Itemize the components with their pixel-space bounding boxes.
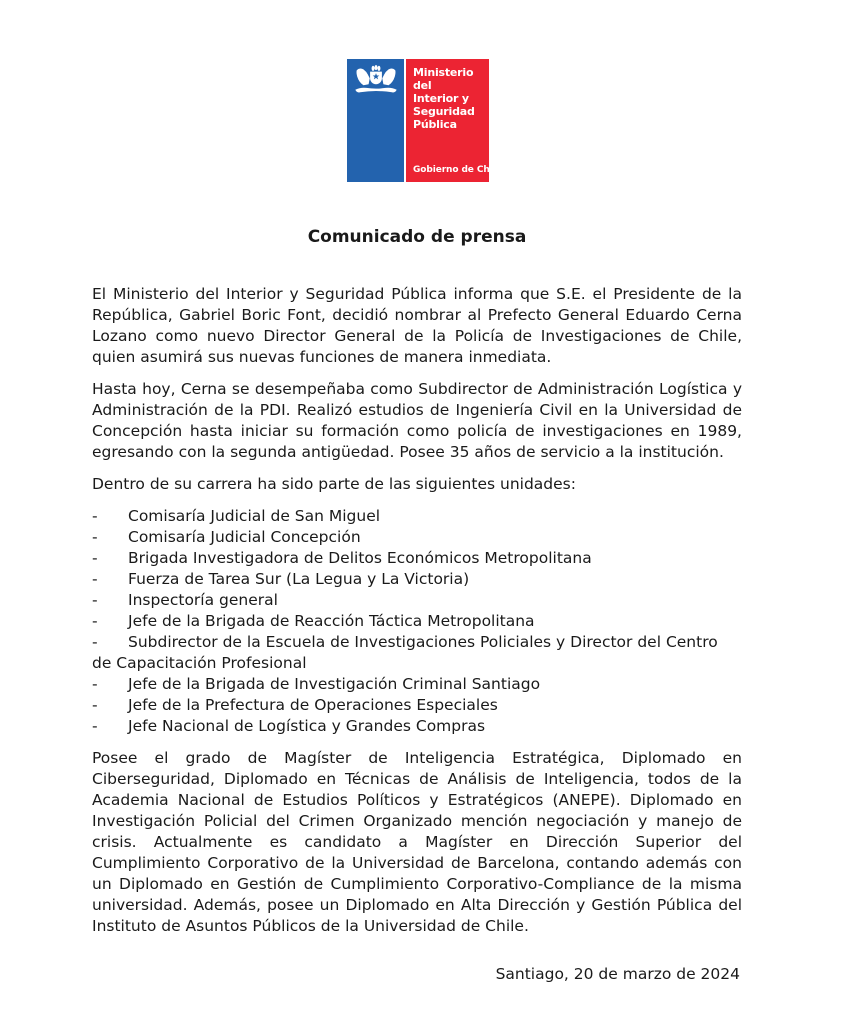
unit-text: Jefe de la Prefectura de Operaciones Especiales bbox=[128, 696, 498, 714]
ministry-name-line: Pública bbox=[413, 118, 457, 131]
ministry-name-line: Interior y bbox=[413, 92, 469, 105]
list-marker: - bbox=[92, 591, 98, 609]
list-marker: - bbox=[92, 528, 98, 546]
chile-coat-of-arms-icon bbox=[352, 65, 400, 100]
ministry-name-line: Seguridad bbox=[413, 105, 475, 118]
unit-text: Jefe Nacional de Logística y Grandes Compras bbox=[128, 717, 486, 735]
list-item bbox=[92, 590, 742, 611]
list-marker: - bbox=[92, 675, 98, 693]
list-item bbox=[92, 569, 742, 590]
unit-text: Jefe de la Brigada de Reacción Táctica Metropolitana bbox=[128, 612, 535, 630]
dateline: Santiago, 20 de marzo de 2024 bbox=[495, 965, 740, 983]
paragraph-units-intro: Dentro de su carrera ha sido parte de las siguientes unidades: bbox=[92, 475, 576, 493]
ministry-name-line: Ministerio del bbox=[413, 66, 474, 92]
list-marker: - bbox=[92, 549, 98, 567]
logo-blue-panel bbox=[347, 59, 404, 182]
logo-red-panel bbox=[406, 59, 502, 182]
list-marker: - bbox=[92, 633, 98, 651]
list-item bbox=[92, 674, 742, 695]
unit-text: Comisaría Judicial Concepción bbox=[128, 528, 361, 546]
unit-text: Brigada Investigadora de Delitos Económicos Metropolitana bbox=[128, 549, 592, 567]
list-item bbox=[92, 527, 742, 548]
unit-text: Inspectoría general bbox=[128, 591, 278, 609]
paragraph-career: Hasta hoy, Cerna se desempeñaba como Subdirector de Administración Logística y Administración de la PDI. Realizó estudios de Ingeniería Civil en la Universidad de Concepción hasta iniciar su formación como policía de investigaciones en 1989, egresando con la segunda antigüedad. Posee 35 años de servicio a la institución. bbox=[92, 380, 742, 461]
list-item bbox=[92, 611, 742, 632]
unit-text: Subdirector de la Escuela de Investigaciones Policiales y Director del Centro de Capacitación Profesional bbox=[92, 633, 718, 672]
list-marker: - bbox=[92, 507, 98, 525]
government-label: Gobierno de Chile bbox=[413, 165, 502, 175]
paragraph-intro: El Ministerio del Interior y Seguridad Pública informa que S.E. el Presidente de la República, Gabriel Boric Font, decidió nombrar al Prefecto General Eduardo Cerna Lozano como nuevo Director General de la Policía de Investigaciones de Chile, quien asumirá sus nuevas funciones de manera inmediata. bbox=[92, 285, 742, 366]
paragraph-education: Posee el grado de Magíster de Inteligencia Estratégica, Diplomado en Ciberseguridad, Diplomado en Técnicas de Análisis de Inteligencia, todos de la Academia Nacional de Estudios Políticos y Estratégicos (ANEPE). Diplomado en Investigación Policial del Crimen Organizado mención negociación y manejo de crisis. Actualmente es candidato a Magíster en Dirección Superior del Cumplimiento Corporativo de la Universidad de Barcelona, contando además con un Diplomado en Gestión de Cumplimiento Corporativo-Compliance de la misma universidad. Además, posee un Diplomado en Alta Dirección y Gestión Pública del Instituto de Asuntos Públicos de la Universidad de Chile. bbox=[92, 749, 742, 935]
unit-text: Comisaría Judicial de San Miguel bbox=[128, 507, 381, 525]
units-list bbox=[92, 506, 742, 737]
list-item bbox=[92, 548, 742, 569]
list-item bbox=[92, 506, 742, 527]
unit-text: Fuerza de Tarea Sur (La Legua y La Victoria) bbox=[128, 570, 470, 588]
ministry-logo bbox=[347, 59, 502, 182]
list-marker: - bbox=[92, 570, 98, 588]
list-marker: - bbox=[92, 696, 98, 714]
list-item bbox=[92, 695, 742, 716]
list-item bbox=[92, 632, 742, 674]
list-marker: - bbox=[92, 717, 98, 735]
unit-text: Jefe de la Brigada de Investigación Criminal Santiago bbox=[128, 675, 541, 693]
list-item bbox=[92, 716, 742, 737]
document-body bbox=[92, 284, 742, 985]
press-release-title: Comunicado de prensa bbox=[307, 227, 527, 247]
list-marker: - bbox=[92, 612, 98, 630]
